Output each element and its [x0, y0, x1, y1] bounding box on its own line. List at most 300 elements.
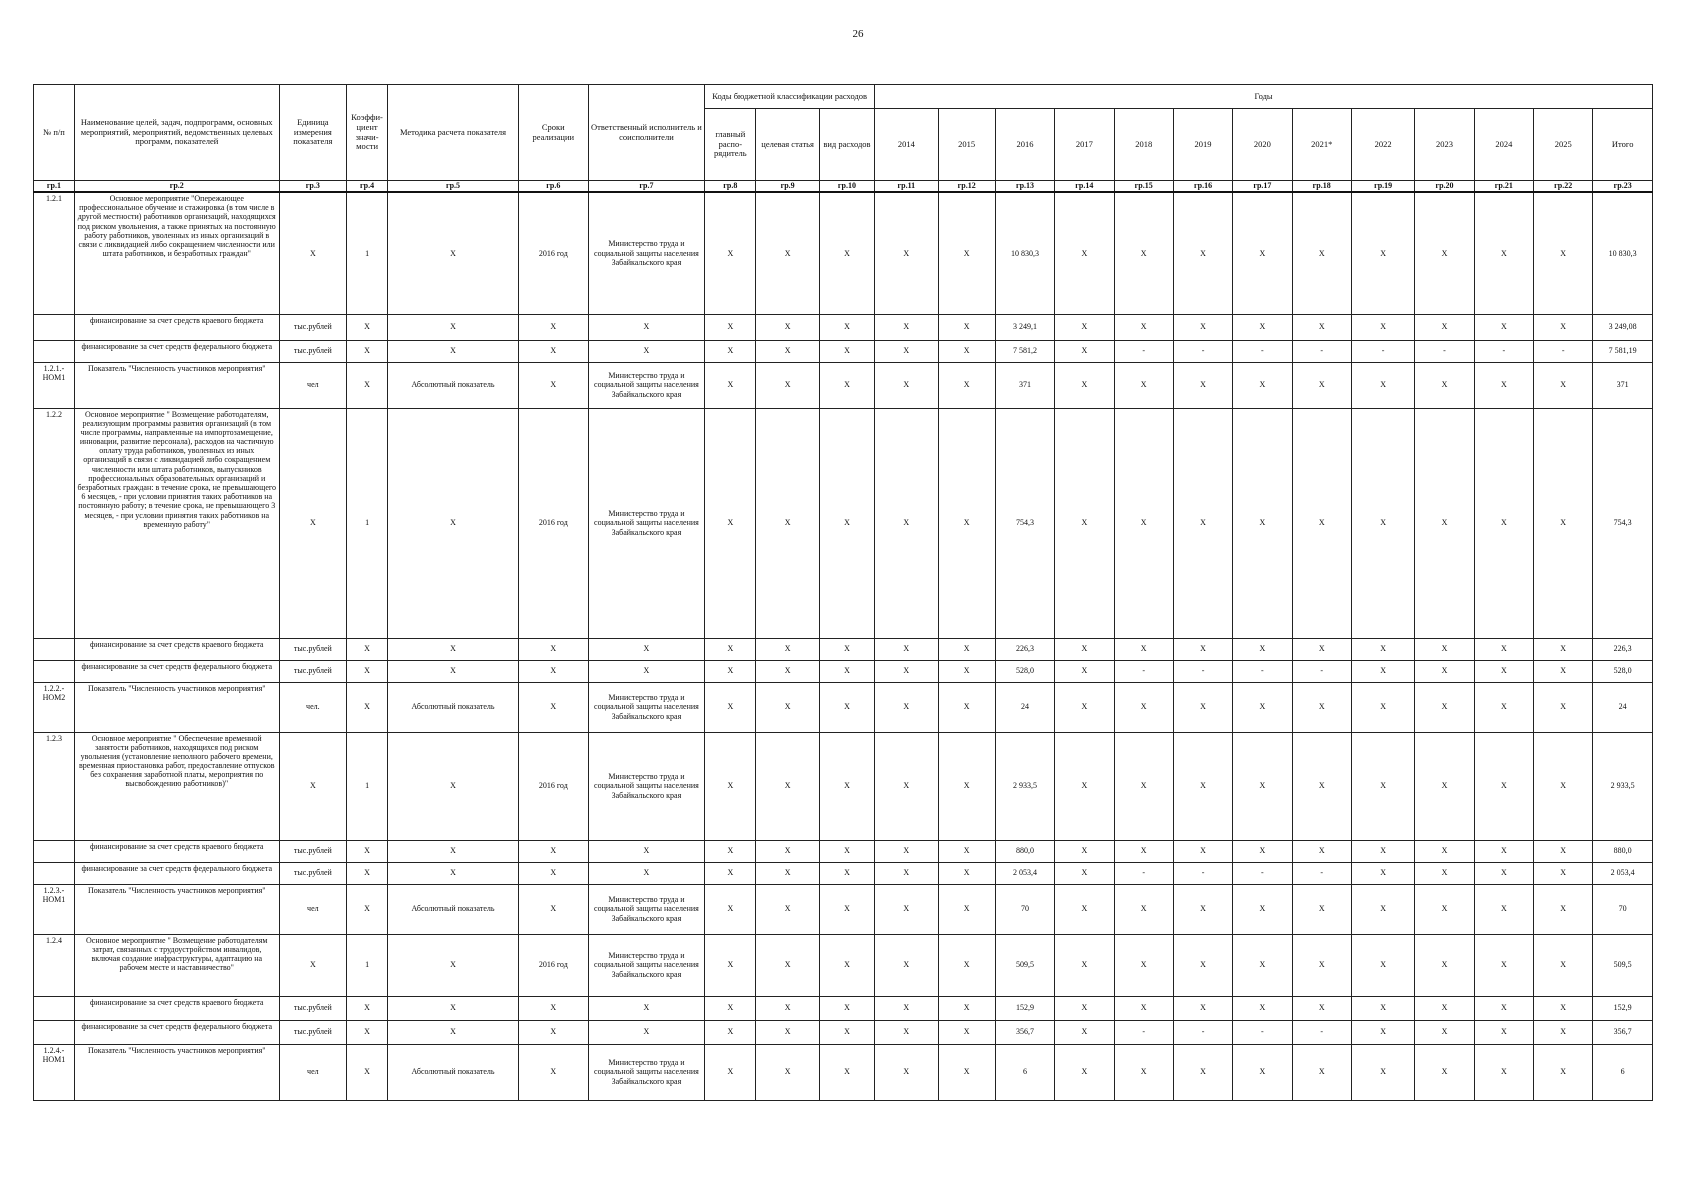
row-year-value: X [938, 884, 995, 934]
row-year-value: X [875, 884, 938, 934]
row-year-value: X [1292, 314, 1351, 340]
group-label: гр.1 [34, 181, 75, 193]
row-year-value: X [1474, 638, 1533, 660]
row-year-value: X [1474, 408, 1533, 638]
row-year-value: X [1415, 314, 1474, 340]
row-year-value: X [1351, 314, 1414, 340]
row-name: Основное мероприятие " Возмещение работодателям затрат, связанных с трудоустройством инвалидов, включая создание инфраструктуры, адаптацию на рабочем месте и наставничество" [74, 934, 279, 996]
row-budget-code: X [819, 638, 874, 660]
row-coef: 1 [347, 192, 388, 314]
row-year-value: X [1055, 682, 1114, 732]
row-unit: тыс.рублей [279, 996, 347, 1020]
col-header-year: 2019 [1173, 109, 1232, 181]
row-year-value: X [875, 732, 938, 840]
col-header-unit: Единица измерения показателя [279, 85, 347, 181]
row-year-value: X [1534, 408, 1593, 638]
group-label: гр.18 [1292, 181, 1351, 193]
row-year-value: X [875, 934, 938, 996]
table-row [34, 314, 1653, 340]
row-terms: X [519, 884, 589, 934]
row-budget-code: X [756, 408, 819, 638]
row-year-value: X [875, 362, 938, 408]
row-unit: тыс.рублей [279, 314, 347, 340]
col-header-year: 2018 [1114, 109, 1173, 181]
row-year-value: X [1292, 934, 1351, 996]
row-year-value: X [1534, 1020, 1593, 1044]
row-year-value: X [1233, 934, 1292, 996]
group-label: гр.9 [756, 181, 819, 193]
row-year-value: X [1415, 638, 1474, 660]
row-year-value: X [1534, 996, 1593, 1020]
row-year-value: X [1534, 682, 1593, 732]
row-year-value: X [1415, 660, 1474, 682]
table-row [34, 1020, 1653, 1044]
row-coef: X [347, 996, 388, 1020]
row-name: финансирование за счет средств федерального бюджета [74, 1020, 279, 1044]
row-year-value: - [1534, 340, 1593, 362]
row-total: 2 933,5 [1593, 732, 1653, 840]
col-header-code-b: целевая статья [756, 109, 819, 181]
table-row [34, 996, 1653, 1020]
col-header-total: Итого [1593, 109, 1653, 181]
row-year-value: X [1233, 638, 1292, 660]
row-year-value: X [1415, 884, 1474, 934]
row-terms: X [519, 682, 589, 732]
row-year-value: X [938, 996, 995, 1020]
row-year-value: X [1233, 314, 1292, 340]
row-year-value: X [1474, 996, 1533, 1020]
row-year-value: X [938, 934, 995, 996]
col-header-year: 2022 [1351, 109, 1414, 181]
page-number: 26 [852, 28, 864, 40]
row-year-value: - [1173, 660, 1232, 682]
row-year-value: X [1474, 884, 1533, 934]
row-budget-code: X [705, 192, 756, 314]
row-name: Основное мероприятие "Опережающее профессиональное обучение и стажировка (в том числе в другой местности) работников организаций, находящихся под риском увольнения, а также принятых на постоянную работу работников, уволенных из иных организаций в связи с ликвидацией либо сокращением численности или штата работников, и безработных граждан" [74, 192, 279, 314]
row-year-value: X [1351, 840, 1414, 862]
row-budget-code: X [756, 862, 819, 884]
row-year-value: - [1233, 340, 1292, 362]
row-budget-code: X [819, 996, 874, 1020]
row-unit: чел. [279, 682, 347, 732]
row-year-value: X [1351, 192, 1414, 314]
row-unit: тыс.рублей [279, 660, 347, 682]
row-year-value: X [1292, 362, 1351, 408]
row-year-value: X [1055, 1020, 1114, 1044]
row-year-value: X [1055, 840, 1114, 862]
row-coef: 1 [347, 408, 388, 638]
row-year-value: - [1114, 340, 1173, 362]
row-terms: X [519, 638, 589, 660]
row-responsible: Министерство труда и социальной защиты населения Забайкальского края [588, 362, 705, 408]
row-budget-code: X [756, 192, 819, 314]
row-budget-code: X [756, 682, 819, 732]
table-row [34, 192, 1653, 314]
row-budget-code: X [705, 682, 756, 732]
row-year-value: X [938, 408, 995, 638]
row-responsible: X [588, 660, 705, 682]
col-header-year: 2020 [1233, 109, 1292, 181]
col-header-responsible: Ответственный исполнитель и соисполнители [588, 85, 705, 181]
row-budget-code: X [756, 1020, 819, 1044]
row-name: Показатель "Численность участников мероприятия" [74, 682, 279, 732]
row-budget-code: X [819, 192, 874, 314]
row-year-value: X [1055, 362, 1114, 408]
row-responsible: X [588, 862, 705, 884]
row-year-value: X [1534, 840, 1593, 862]
row-terms: 2016 год [519, 192, 589, 314]
row-year-value: - [1233, 862, 1292, 884]
row-year-value: X [1233, 192, 1292, 314]
row-method: Абсолютный показатель [388, 682, 519, 732]
row-year-value: X [1292, 682, 1351, 732]
row-year-value: X [1114, 884, 1173, 934]
group-label: гр.15 [1114, 181, 1173, 193]
row-year-value: X [1474, 934, 1533, 996]
row-budget-code: X [819, 660, 874, 682]
row-year-value: X [1474, 862, 1533, 884]
row-budget-code: X [819, 314, 874, 340]
row-year-value: X [1114, 996, 1173, 1020]
row-year-value: X [1534, 638, 1593, 660]
col-header-year: 2023 [1415, 109, 1474, 181]
row-unit: X [279, 408, 347, 638]
row-number [34, 862, 75, 884]
row-budget-code: X [756, 1044, 819, 1100]
row-year-value: X [1114, 638, 1173, 660]
row-year-value: - [1114, 862, 1173, 884]
group-label: гр.22 [1534, 181, 1593, 193]
row-year-value: X [1351, 884, 1414, 934]
row-year-value: X [875, 682, 938, 732]
row-year-value: 70 [995, 884, 1054, 934]
row-name: финансирование за счет средств краевого бюджета [74, 996, 279, 1020]
row-total: 2 053,4 [1593, 862, 1653, 884]
row-name: Показатель "Численность участников мероприятия" [74, 1044, 279, 1100]
table-row [34, 840, 1653, 862]
group-label: гр.14 [1055, 181, 1114, 193]
row-name: финансирование за счет средств федерального бюджета [74, 862, 279, 884]
row-number: 1.2.2.-НОМ2 [34, 682, 75, 732]
row-year-value: X [1415, 1044, 1474, 1100]
row-year-value: X [1351, 362, 1414, 408]
row-coef: X [347, 1020, 388, 1044]
row-year-value: X [1474, 314, 1533, 340]
row-responsible: Министерство труда и социальной защиты населения Забайкальского края [588, 934, 705, 996]
row-year-value: - [1292, 1020, 1351, 1044]
row-total: 7 581,19 [1593, 340, 1653, 362]
row-method: X [388, 660, 519, 682]
table-row [34, 682, 1653, 732]
row-year-value: X [1415, 840, 1474, 862]
row-budget-code: X [705, 362, 756, 408]
row-year-value: X [875, 660, 938, 682]
row-responsible: Министерство труда и социальной защиты населения Забайкальского края [588, 682, 705, 732]
row-year-value: X [875, 192, 938, 314]
row-coef: X [347, 840, 388, 862]
row-year-value: 24 [995, 682, 1054, 732]
row-method: X [388, 862, 519, 884]
row-responsible: X [588, 638, 705, 660]
row-year-value: X [1173, 934, 1232, 996]
row-year-value: X [1055, 660, 1114, 682]
row-year-value: X [1415, 682, 1474, 732]
row-unit: тыс.рублей [279, 340, 347, 362]
row-year-value: X [1474, 682, 1533, 732]
row-coef: X [347, 362, 388, 408]
row-number [34, 638, 75, 660]
row-year-value: X [1534, 314, 1593, 340]
row-year-value: X [1173, 638, 1232, 660]
row-year-value: 7 581,2 [995, 340, 1054, 362]
row-year-value: X [1474, 1020, 1533, 1044]
row-unit: тыс.рублей [279, 1020, 347, 1044]
row-budget-code: X [819, 840, 874, 862]
row-budget-code: X [756, 340, 819, 362]
row-year-value: X [1055, 638, 1114, 660]
row-year-value: X [1114, 362, 1173, 408]
row-year-value: X [1233, 682, 1292, 732]
row-coef: X [347, 884, 388, 934]
col-header-coef: Коэффи-циент значи-мости [347, 85, 388, 181]
row-number: 1.2.3.-НОМ1 [34, 884, 75, 934]
col-header-method: Методика расчета показателя [388, 85, 519, 181]
table-row [34, 732, 1653, 840]
row-budget-code: X [705, 862, 756, 884]
row-coef: X [347, 1044, 388, 1100]
row-terms: X [519, 1044, 589, 1100]
row-year-value: X [938, 314, 995, 340]
table-wrapper [33, 84, 1653, 1101]
row-year-value: X [1114, 840, 1173, 862]
row-total: 24 [1593, 682, 1653, 732]
group-label: гр.13 [995, 181, 1054, 193]
row-number: 1.2.2 [34, 408, 75, 638]
row-year-value: X [875, 340, 938, 362]
row-year-value: - [1415, 340, 1474, 362]
row-year-value: X [1534, 732, 1593, 840]
row-year-value: 6 [995, 1044, 1054, 1100]
row-year-value: X [1173, 408, 1232, 638]
row-responsible: X [588, 1020, 705, 1044]
row-number [34, 1020, 75, 1044]
col-header-year: 2025 [1534, 109, 1593, 181]
row-budget-code: X [705, 840, 756, 862]
row-method: X [388, 996, 519, 1020]
row-coef: 1 [347, 934, 388, 996]
row-method: X [388, 732, 519, 840]
row-year-value: X [875, 862, 938, 884]
row-unit: X [279, 732, 347, 840]
row-year-value: X [1415, 192, 1474, 314]
row-unit: чел [279, 884, 347, 934]
group-label: гр.4 [347, 181, 388, 193]
row-year-value: X [938, 660, 995, 682]
row-responsible: Министерство труда и социальной защиты населения Забайкальского края [588, 732, 705, 840]
row-year-value: X [875, 638, 938, 660]
row-year-value: X [1114, 1044, 1173, 1100]
row-year-value: X [1233, 884, 1292, 934]
group-label: гр.2 [74, 181, 279, 193]
row-year-value: 754,3 [995, 408, 1054, 638]
row-year-value: X [1351, 638, 1414, 660]
row-year-value: X [1415, 996, 1474, 1020]
row-year-value: X [938, 192, 995, 314]
row-year-value: X [1415, 862, 1474, 884]
row-number [34, 996, 75, 1020]
row-year-value: 356,7 [995, 1020, 1054, 1044]
row-year-value: X [1351, 408, 1414, 638]
row-number: 1.2.3 [34, 732, 75, 840]
row-year-value: X [1351, 660, 1414, 682]
row-year-value: X [1055, 408, 1114, 638]
row-budget-code: X [705, 340, 756, 362]
row-number: 1.2.4.-НОМ1 [34, 1044, 75, 1100]
row-terms: X [519, 840, 589, 862]
row-number [34, 840, 75, 862]
row-year-value: X [1534, 884, 1593, 934]
col-header-budget-codes: Коды бюджетной классификации расходов [705, 85, 875, 109]
row-unit: X [279, 934, 347, 996]
row-name: Основное мероприятие " Возмещение работодателям, реализующим программы развития организаций (в том числе программы, направленные на импортозамещение, инновации, развитие персонала), расходов на частичную оплату труда работников, уволенных из иных организаций в связи с ликвидацией либо сокращением численности или штата работников, выпускников профессиональных образовательных организаций и безработных граждан: в течение срока, не превышающего 6 месяцев, - при условии принятия таких работников на постоянную работу; в течение срока, не превышающего 3 месяцев, - при условии принятия таких работников на временную работу" [74, 408, 279, 638]
row-year-value: 509,5 [995, 934, 1054, 996]
row-year-value: X [1351, 862, 1414, 884]
col-header-code-c: вид расходов [819, 109, 874, 181]
col-header-year: 2024 [1474, 109, 1533, 181]
row-total: 152,9 [1593, 996, 1653, 1020]
col-header-years: Годы [875, 85, 1653, 109]
col-header-year: 2021* [1292, 109, 1351, 181]
row-year-value: 10 830,3 [995, 192, 1054, 314]
row-year-value: X [1351, 996, 1414, 1020]
row-year-value: X [875, 996, 938, 1020]
group-label: гр.19 [1351, 181, 1414, 193]
row-year-value: X [938, 862, 995, 884]
row-method: Абсолютный показатель [388, 362, 519, 408]
row-name: Показатель "Численность участников мероприятия" [74, 362, 279, 408]
row-year-value: X [875, 840, 938, 862]
row-year-value: X [875, 408, 938, 638]
col-header-number: № п/п [34, 85, 75, 181]
row-budget-code: X [705, 660, 756, 682]
row-year-value: X [1055, 996, 1114, 1020]
row-total: 10 830,3 [1593, 192, 1653, 314]
row-year-value: X [938, 1020, 995, 1044]
row-responsible: Министерство труда и социальной защиты населения Забайкальского края [588, 884, 705, 934]
col-header-year: 2015 [938, 109, 995, 181]
row-name: финансирование за счет средств федерального бюджета [74, 660, 279, 682]
row-budget-code: X [705, 408, 756, 638]
group-label: гр.17 [1233, 181, 1292, 193]
row-year-value: X [1351, 732, 1414, 840]
row-year-value: X [1415, 732, 1474, 840]
row-method: X [388, 638, 519, 660]
row-coef: X [347, 340, 388, 362]
table-row [34, 660, 1653, 682]
row-year-value: X [1173, 314, 1232, 340]
row-year-value: X [1415, 934, 1474, 996]
table-row [34, 884, 1653, 934]
row-budget-code: X [819, 408, 874, 638]
row-year-value: X [938, 732, 995, 840]
row-year-value: X [1173, 996, 1232, 1020]
group-label: гр.5 [388, 181, 519, 193]
row-year-value: X [1292, 408, 1351, 638]
row-year-value: X [1055, 862, 1114, 884]
row-year-value: X [1233, 732, 1292, 840]
row-budget-code: X [705, 884, 756, 934]
row-responsible: X [588, 840, 705, 862]
row-method: Абсолютный показатель [388, 884, 519, 934]
row-terms: 2016 год [519, 934, 589, 996]
row-budget-code: X [819, 682, 874, 732]
row-total: 528,0 [1593, 660, 1653, 682]
row-year-value: 3 249,1 [995, 314, 1054, 340]
row-year-value: X [1351, 682, 1414, 732]
row-budget-code: X [756, 314, 819, 340]
row-name: финансирование за счет средств краевого бюджета [74, 314, 279, 340]
row-responsible: Министерство труда и социальной защиты населения Забайкальского края [588, 1044, 705, 1100]
row-year-value: X [1233, 840, 1292, 862]
row-year-value: X [1534, 660, 1593, 682]
row-year-value: X [1173, 840, 1232, 862]
table-row [34, 408, 1653, 638]
row-terms: 2016 год [519, 408, 589, 638]
row-responsible: X [588, 314, 705, 340]
row-year-value: - [1474, 340, 1533, 362]
row-year-value: X [1474, 362, 1533, 408]
group-label: гр.21 [1474, 181, 1533, 193]
row-terms: X [519, 362, 589, 408]
row-year-value: - [1292, 660, 1351, 682]
row-year-value: X [1233, 996, 1292, 1020]
row-budget-code: X [756, 934, 819, 996]
program-table [33, 84, 1653, 1101]
row-year-value: - [1292, 862, 1351, 884]
row-year-value: X [875, 1020, 938, 1044]
row-year-value: X [1292, 840, 1351, 862]
row-coef: X [347, 660, 388, 682]
row-responsible: Министерство труда и социальной защиты населения Забайкальского края [588, 408, 705, 638]
row-number: 1.2.1.-НОМ1 [34, 362, 75, 408]
row-terms: X [519, 660, 589, 682]
group-label: гр.12 [938, 181, 995, 193]
row-responsible: X [588, 996, 705, 1020]
row-year-value: X [1474, 660, 1533, 682]
group-label: гр.16 [1173, 181, 1232, 193]
row-year-value: X [938, 638, 995, 660]
table-row [34, 1044, 1653, 1100]
table-row [34, 362, 1653, 408]
row-year-value: X [938, 362, 995, 408]
row-unit: чел [279, 1044, 347, 1100]
col-header-terms: Сроки реализации [519, 85, 589, 181]
row-name: финансирование за счет средств федерального бюджета [74, 340, 279, 362]
row-method: X [388, 1020, 519, 1044]
row-year-value: 152,9 [995, 996, 1054, 1020]
col-header-name: Наименование целей, задач, подпрограмм, основных мероприятий, мероприятий, ведомственных целевых программ, показателей [74, 85, 279, 181]
row-year-value: X [1351, 1020, 1414, 1044]
row-budget-code: X [756, 996, 819, 1020]
row-budget-code: X [819, 362, 874, 408]
row-year-value: X [1173, 362, 1232, 408]
row-budget-code: X [756, 884, 819, 934]
row-budget-code: X [756, 362, 819, 408]
row-terms: X [519, 1020, 589, 1044]
row-budget-code: X [756, 638, 819, 660]
row-year-value: - [1233, 1020, 1292, 1044]
row-year-value: X [1415, 408, 1474, 638]
